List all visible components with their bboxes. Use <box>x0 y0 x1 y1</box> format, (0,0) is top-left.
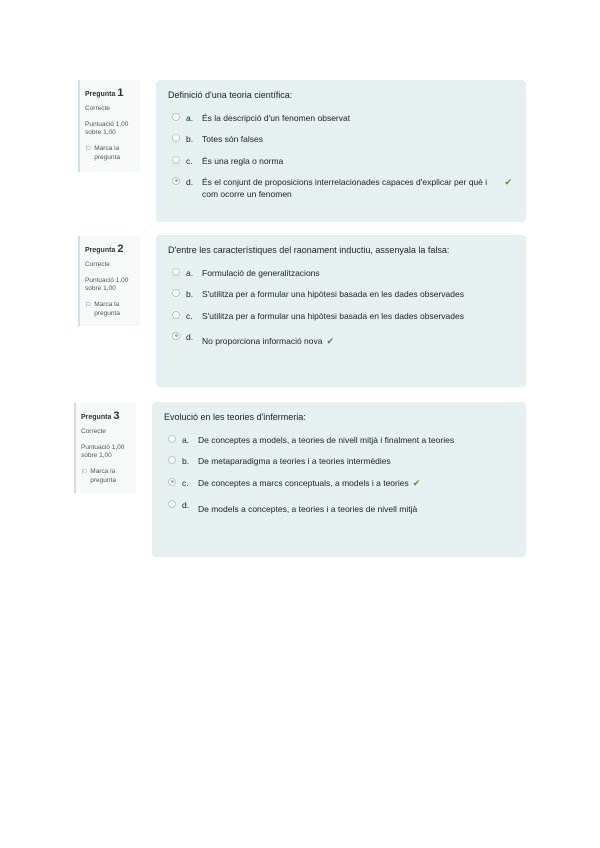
question-grade: Puntuació 1,00 sobre 1,00 <box>81 443 125 460</box>
flag-icon: ⚐ <box>85 302 92 310</box>
question-text: Evolució en les teories d'infermeria: <box>164 412 306 422</box>
question-text: D'entre les característiques del raonament inductiu, assenyala la falsa: <box>168 245 450 255</box>
flag-icon: ⚐ <box>85 146 92 154</box>
answer-option[interactable]: b. S'utilitza per a formular una hipòtesi basada en les dades observades <box>168 288 514 300</box>
radio-button-checked[interactable] <box>172 177 180 185</box>
flag-question-link[interactable]: ⚐ Marca la pregunta <box>85 301 120 317</box>
answer-option-selected[interactable]: d. És el conjunt de proposicions interrelacionades capaces d'explicar per què i com ocorre un fenomen ✔ <box>168 176 514 201</box>
flag-question-link[interactable]: ⚐ Marca la pregunta <box>81 468 116 484</box>
question-box-3 <box>152 402 526 557</box>
question-grade: Puntuació 1,00 sobre 1,00 <box>85 276 129 293</box>
question-title: Pregunta 1 <box>85 87 124 99</box>
correct-check-icon: ✔ <box>504 176 512 187</box>
radio-button-checked[interactable] <box>172 332 180 340</box>
radio-button[interactable] <box>172 134 180 142</box>
answer-option[interactable]: d. De models a conceptes, a teories i a teories de nivell mitjà <box>164 499 514 515</box>
answer-option-selected[interactable]: d. No proporciona informació nova ✔ <box>168 331 514 348</box>
answer-option[interactable]: a. Formulació de generalitzacions <box>168 267 514 279</box>
question-info-3 <box>74 403 136 493</box>
correct-check-icon: ✔ <box>326 335 335 346</box>
question-box-2 <box>156 235 526 387</box>
question-text: Definició d'una teoria científica: <box>168 90 293 100</box>
question-info-1 <box>78 80 140 172</box>
answer-option-selected[interactable]: c. De conceptes a marcs conceptuals, a models i a teories ✔ <box>164 477 514 490</box>
question-box-1 <box>156 80 526 222</box>
radio-button[interactable] <box>172 113 180 121</box>
radio-button[interactable] <box>168 456 176 464</box>
question-state: Correcte <box>81 427 106 435</box>
question-info-2 <box>78 236 140 326</box>
question-state: Correcte <box>85 104 110 112</box>
question-grade: Puntuació 1,00 sobre 1,00 <box>85 120 129 137</box>
question-title: Pregunta 2 <box>85 243 124 255</box>
radio-button[interactable] <box>172 268 180 276</box>
question-title: Pregunta 3 <box>81 410 120 422</box>
answer-option[interactable]: a. De conceptes a models, a teories de nivell mitjà i finalment a teories <box>164 434 514 446</box>
answer-option[interactable]: c. És una regla o norma <box>168 155 514 167</box>
radio-button[interactable] <box>172 289 180 297</box>
correct-check-icon: ✔ <box>412 477 421 488</box>
answer-option[interactable]: b. Totes són falses <box>168 133 514 145</box>
radio-button[interactable] <box>172 156 180 164</box>
radio-button[interactable] <box>168 435 176 443</box>
answer-option[interactable]: b. De metaparadigma a teories i a teories intermèdies <box>164 455 514 467</box>
flag-question-link[interactable]: ⚐ Marca la pregunta <box>85 145 120 161</box>
answer-option[interactable]: a. És la descripció d'un fenomen observat <box>168 112 514 124</box>
answer-option[interactable]: c. S'utilitza per a formular una hipòtesi basada en les dades observades <box>168 310 514 322</box>
question-state: Correcte <box>85 260 110 268</box>
radio-button[interactable] <box>172 311 180 319</box>
radio-button[interactable] <box>168 500 176 508</box>
radio-button-checked[interactable] <box>168 478 176 486</box>
flag-icon: ⚐ <box>81 469 88 477</box>
